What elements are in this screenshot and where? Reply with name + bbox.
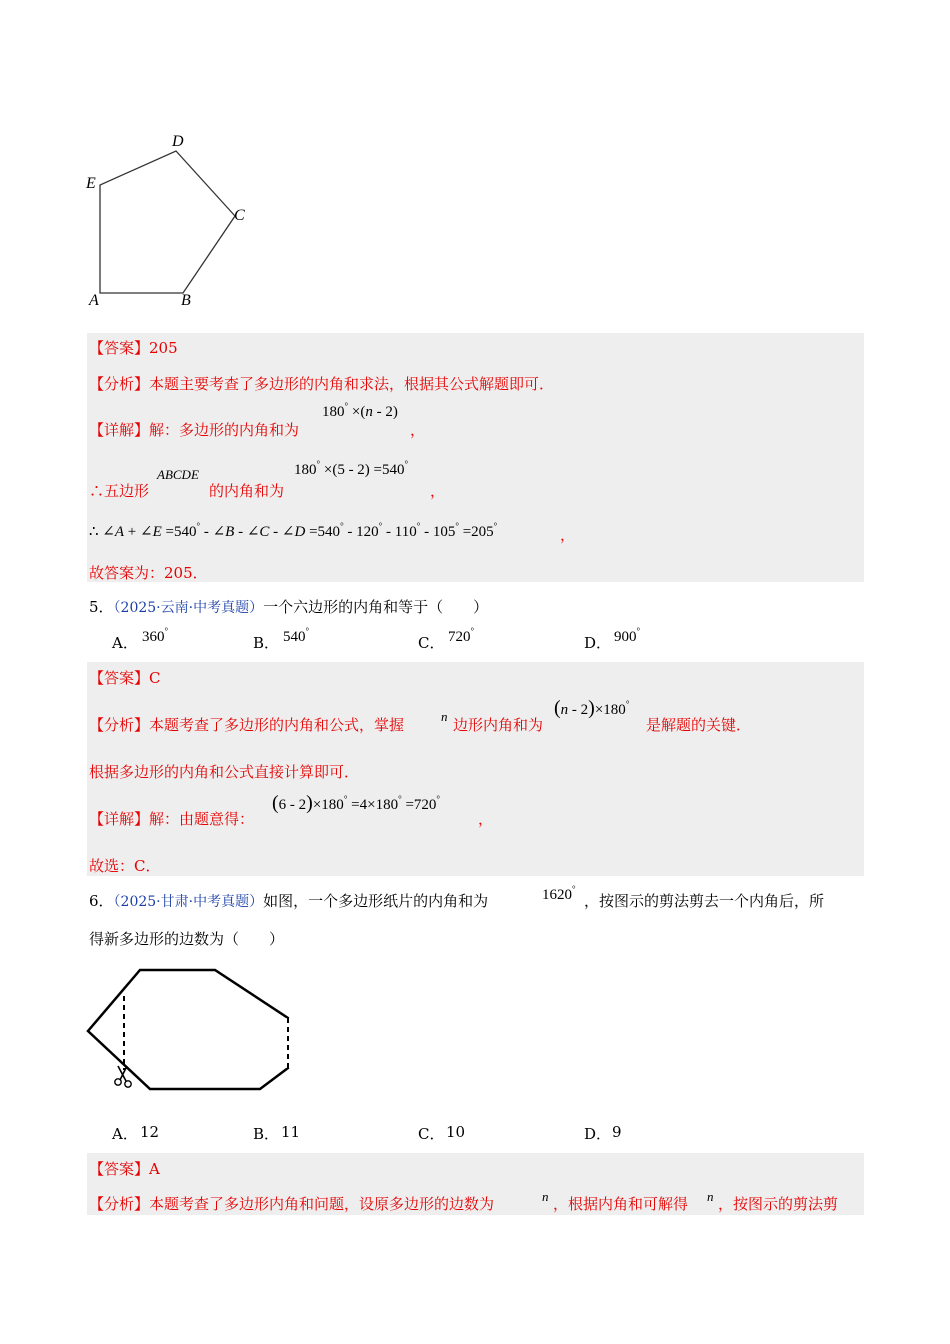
q5-analysis-line-2: 根据多边形的内角和公式直接计算即可．	[89, 763, 360, 781]
question-number: 6．	[89, 892, 114, 910]
q4-answer-line	[89, 337, 178, 358]
q6-option-d-value: 9	[612, 1123, 622, 1141]
answer-value: 205	[149, 339, 178, 357]
question-source: （2025·甘肃·中考真题）	[113, 894, 264, 910]
q6-analysis-b: ，根据内角和可解得	[553, 1195, 689, 1213]
q4-detail-line	[89, 419, 299, 440]
answer-value: C	[149, 669, 161, 687]
q6-stem-b: ，按图示的剪法剪去一个内角后，所	[584, 892, 825, 910]
q5-option-a-value: 360°	[142, 626, 169, 645]
q5-n-var: n	[441, 709, 448, 724]
q5-detail-line	[89, 808, 254, 829]
q6-answer-line	[89, 1158, 160, 1179]
answer-value: A	[149, 1160, 160, 1178]
analysis-text: 本题考查了多边形的内角和公式，掌握	[149, 716, 405, 734]
q5-conclusion: 故选：C．	[89, 857, 161, 875]
question-text: 如图，一个多边形纸片的内角和为	[263, 892, 489, 910]
q6-option-a-letter: A．	[112, 1125, 138, 1143]
detail-tag: 【详解】	[89, 810, 150, 828]
q5-comma: ，	[478, 810, 494, 828]
q4-line-2	[89, 480, 149, 501]
q5-answer-line	[89, 667, 161, 688]
detail-text: 解：多边形的内角和为	[149, 421, 300, 439]
q4-formula-1: 180° ×(n - 2)	[322, 401, 398, 420]
detail-text: 解：由题意得：	[149, 810, 255, 828]
q6-analysis-line	[89, 1193, 494, 1214]
q6-n-var-1: n	[542, 1189, 549, 1204]
vertex-label-d: D	[172, 133, 184, 150]
q4-answer-block	[87, 333, 864, 582]
answer-tag: 【答案】	[89, 1160, 150, 1178]
q6-stem-value: 1620°	[542, 884, 576, 903]
q5-option-d-letter: D．	[584, 634, 612, 652]
vertex-label-e: E	[86, 175, 96, 192]
q5-analysis-formula: (n - 2)×180°	[554, 697, 630, 719]
q4-line-3: ∴ ∠A + ∠E =540° - ∠B - ∠C - ∠D =540° - 120° - 110° - 105° =205°	[89, 521, 498, 540]
q6-stem	[89, 890, 488, 911]
q6-analysis-c: ，按图示的剪法剪	[718, 1195, 839, 1213]
q5-option-a-letter: A．	[112, 634, 138, 652]
q4-comma-1: ，	[410, 421, 426, 439]
q5-option-c-letter: C．	[418, 634, 445, 652]
q5-option-d-value: 900°	[614, 626, 641, 645]
pentagon-figure	[80, 128, 260, 318]
q4-comma-2: ，	[430, 482, 446, 500]
q6-option-d-letter: D．	[584, 1125, 612, 1143]
q4-formula-2: 180° ×(5 - 2) =540°	[294, 459, 409, 478]
q5-detail-formula: (6 - 2)×180° =4×180° =720°	[272, 792, 441, 814]
q5-option-b-letter: B．	[253, 634, 280, 652]
q4-abcde: ABCDE	[157, 467, 199, 482]
q5-analysis-line	[89, 714, 404, 735]
q5-option-b-value: 540°	[283, 626, 310, 645]
question-source: （2025·云南·中考真题）	[113, 600, 264, 616]
detail-tag: 【详解】	[89, 421, 150, 439]
analysis-tag: 【分析】	[89, 1195, 150, 1213]
cut-polygon-figure	[80, 960, 300, 1100]
q6-option-c-letter: C．	[418, 1125, 445, 1143]
q5-stem	[89, 596, 488, 617]
q6-option-b-value: 11	[281, 1123, 301, 1141]
q6-option-a-value: 12	[140, 1123, 160, 1141]
q6-n-var-2: n	[707, 1189, 714, 1204]
q6-stem-line-2: 得新多边形的边数为（ ）	[89, 930, 285, 948]
question-text: 一个六边形的内角和等于（ ）	[263, 598, 489, 616]
q5-analysis-c: 是解题的关键．	[646, 716, 752, 734]
analysis-tag: 【分析】	[89, 375, 150, 393]
q4-analysis-line	[89, 373, 554, 394]
vertex-label-b: B	[181, 292, 191, 309]
q5-analysis-b: 边形内角和为	[453, 716, 544, 734]
answer-tag: 【答案】	[89, 669, 150, 687]
q5-option-c-value: 720°	[448, 626, 475, 645]
analysis-tag: 【分析】	[89, 716, 150, 734]
q6-option-b-letter: B．	[253, 1125, 280, 1143]
line2-prefix: ∴五边形	[89, 482, 150, 500]
analysis-text: 本题主要考查了多边形的内角和求法，根据其公式解题即可．	[149, 375, 555, 393]
vertex-label-a: A	[89, 292, 99, 309]
q4-line2-mid: 的内角和为	[209, 482, 285, 500]
q4-comma-3: ，	[560, 526, 576, 544]
question-number: 5．	[89, 598, 114, 616]
analysis-text: 本题考查了多边形内角和问题，设原多边形的边数为	[149, 1195, 495, 1213]
q6-option-c-value: 10	[446, 1123, 466, 1141]
vertex-label-c: C	[234, 207, 245, 224]
answer-tag: 【答案】	[89, 339, 150, 357]
q4-conclusion: 故答案为：205．	[89, 564, 208, 582]
